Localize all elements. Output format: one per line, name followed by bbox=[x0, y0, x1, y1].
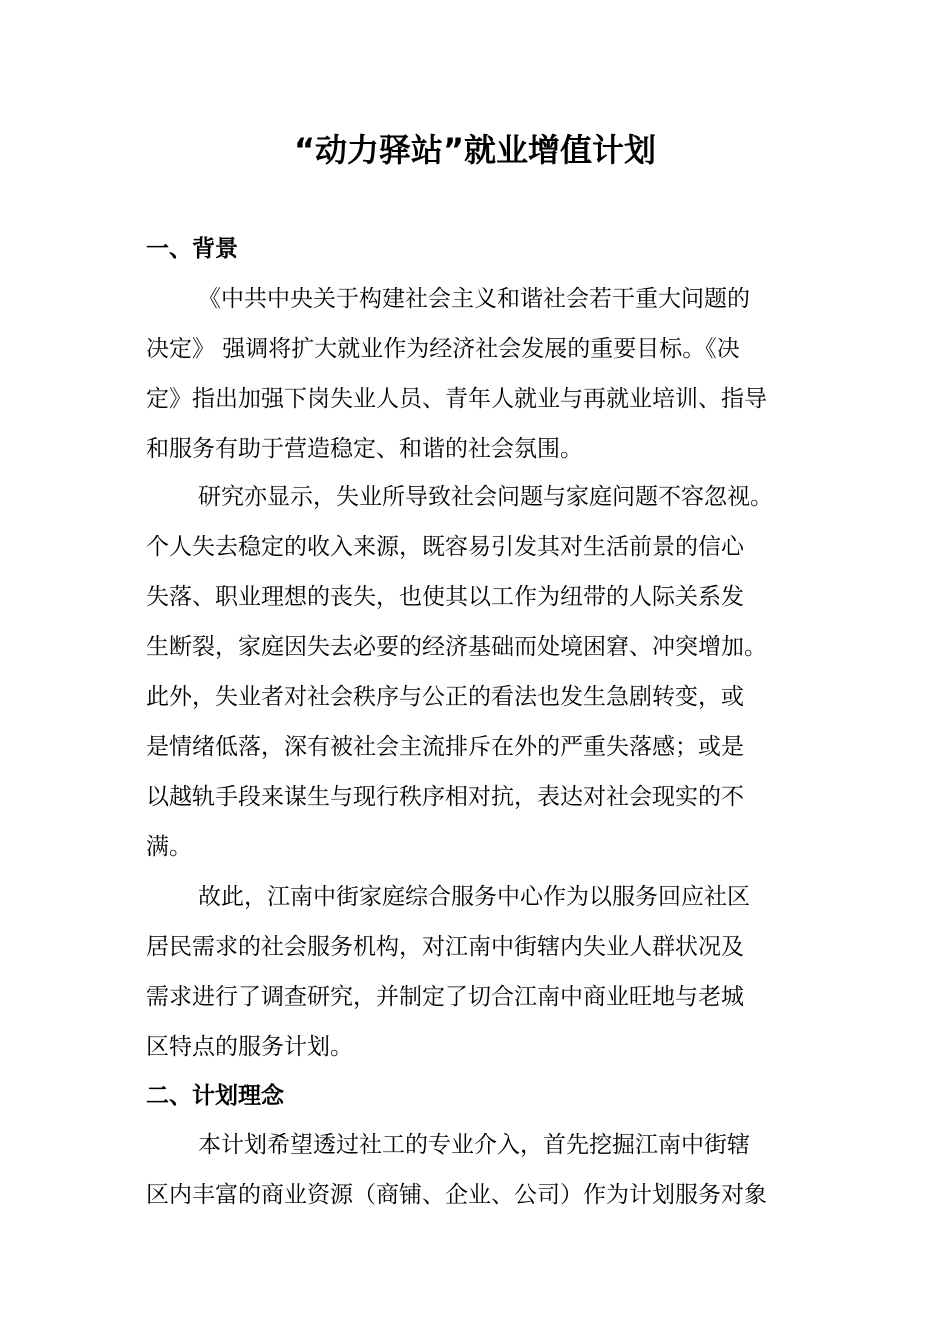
text-line: 生断裂，家庭因失去必要的经济基础而处境困窘、冲突增加。 bbox=[146, 634, 767, 660]
paragraph-plan-concept-1 bbox=[146, 1120, 810, 1220]
paragraph-background-2 bbox=[146, 472, 810, 872]
text-line: 是情绪低落，深有被社会主流排斥在外的严重失落感；或是 bbox=[146, 734, 744, 760]
paragraph-background-1 bbox=[146, 274, 810, 474]
text-line: 居民需求的社会服务机构，对江南中街辖内失业人群状况及 bbox=[146, 934, 744, 960]
text-line: 《中共中央关于构建社会主义和谐社会若干重大问题的 bbox=[198, 286, 750, 312]
text-line: 决定》 强调将扩大就业作为经济社会发展的重要目标。《决 bbox=[146, 336, 740, 362]
text-line: 研究亦显示，失业所导致社会问题与家庭问题不容忽视。 bbox=[198, 484, 773, 510]
text-line: 本计划希望透过社工的专业介入，首先挖掘江南中街辖 bbox=[198, 1132, 750, 1158]
text-line: 需求进行了调查研究，并制定了切合江南中商业旺地与老城 bbox=[146, 984, 744, 1010]
text-line: 个人失去稳定的收入来源，既容易引发其对生活前景的信心 bbox=[146, 534, 744, 560]
text-line: 定》指出加强下岗失业人员、青年人就业与再就业培训、指导 bbox=[146, 386, 767, 412]
section-heading-plan-concept: 二、计划理念 bbox=[146, 1083, 284, 1109]
paragraph-background-3 bbox=[146, 872, 810, 1072]
document-title: “动力驿站”就业增值计划 bbox=[293, 131, 657, 169]
text-line: 区内丰富的商业资源（商铺、企业、公司）作为计划服务对象 bbox=[146, 1182, 767, 1208]
text-line: 和服务有助于营造稳定、和谐的社会氛围。 bbox=[146, 436, 583, 462]
text-line: 失落、职业理想的丧失，也使其以工作为纽带的人际关系发 bbox=[146, 584, 744, 610]
section-heading-background: 一、背景 bbox=[146, 236, 238, 262]
text-line: 以越轨手段来谋生与现行秩序相对抗，表达对社会现实的不 bbox=[146, 784, 744, 810]
text-line: 此外，失业者对社会秩序与公正的看法也发生急剧转变，或 bbox=[146, 684, 744, 710]
text-line: 区特点的服务计划。 bbox=[146, 1034, 353, 1060]
text-line: 满。 bbox=[146, 834, 192, 860]
text-line: 故此，江南中街家庭综合服务中心作为以服务回应社区 bbox=[198, 884, 750, 910]
